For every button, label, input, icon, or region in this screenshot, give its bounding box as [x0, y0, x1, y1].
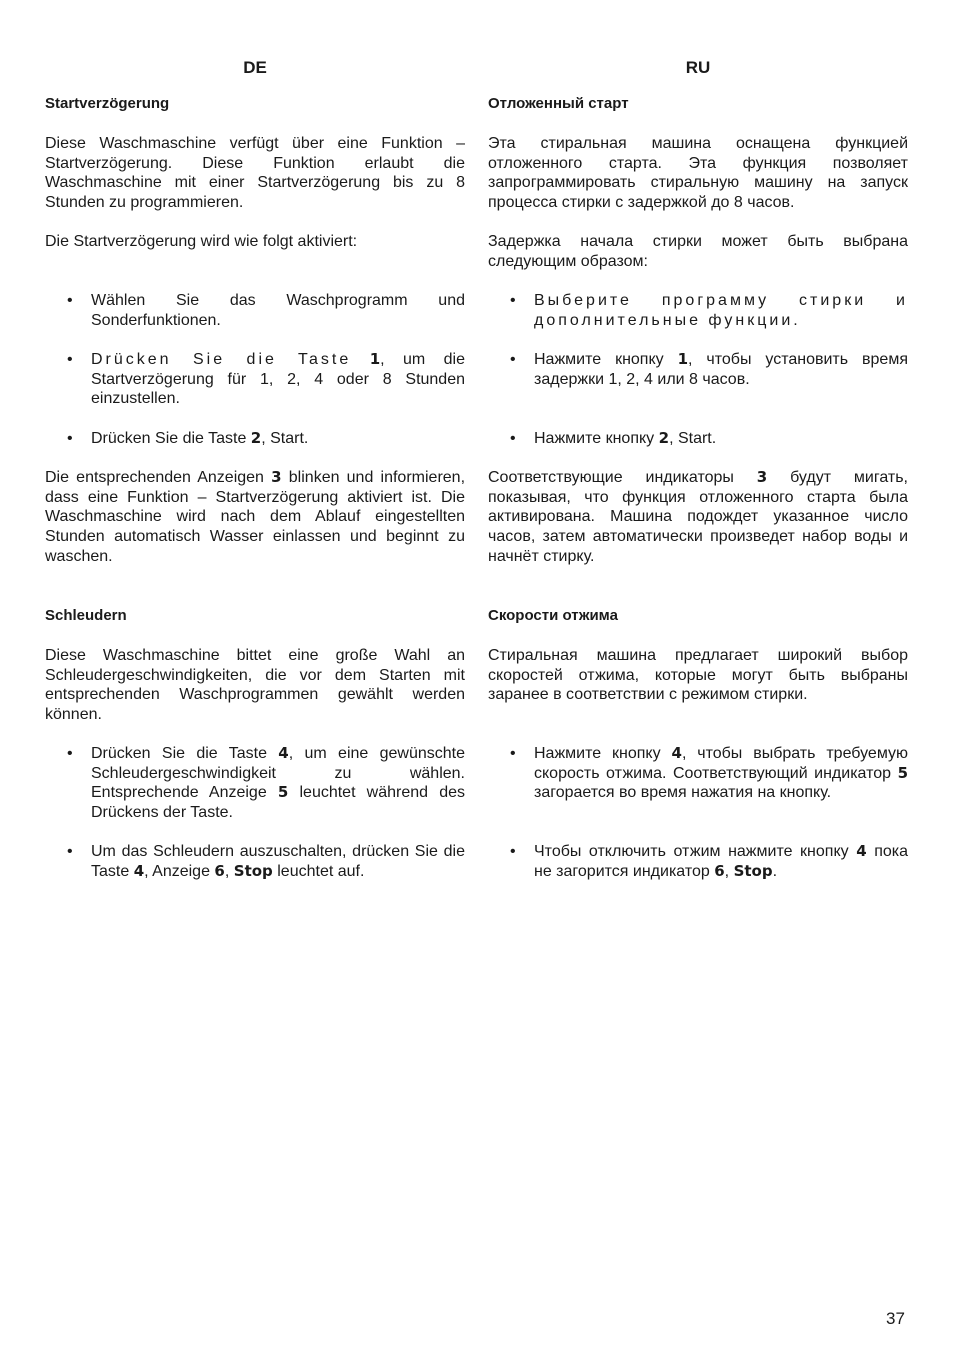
key-number: 4	[671, 744, 682, 762]
list-item-text: Um das Schleudern auszuschalten, drücken Sie die Taste 4, Anzeige 6, Stop leuchtet auf.	[91, 843, 465, 880]
section-title-start-delay: Startverzögerung	[45, 95, 170, 112]
page-number: 37	[886, 1309, 905, 1328]
list-item	[488, 842, 908, 881]
section-title-spin: Скорости отжима	[488, 607, 618, 624]
key-number: 6	[214, 861, 225, 880]
bullet-icon: •	[67, 430, 73, 447]
list-item	[488, 744, 908, 803]
key-number: 1	[369, 350, 381, 368]
list-item-text: Drücken Sie die Taste 4, um eine gewünschte Schleudergeschwindigkeit zu wählen. Entsprechende Anzeige 5 leuchtet während des Drückens der Taste.	[91, 744, 466, 822]
bullet-icon: •	[510, 843, 516, 860]
paragraph-start-delay-intro: Diese Waschmaschine verfügt über eine Funktion – Startverzögerung. Diese Funktion erlaubt die Waschmaschine mit einer Startverzögerung bis zu 8 Stunden zu programmieren.	[45, 135, 465, 212]
paragraph-indicators: Соответствующие индикаторы 3 будут мигать, показывая, что функция отложенного старта была активирована. Машина подождет указанное число часов, затем автоматически произведет набор воды и начнёт стирку.	[488, 468, 908, 565]
bullet-icon: •	[67, 745, 73, 762]
bullet-icon: •	[510, 292, 516, 309]
list-item-text: Wählen Sie das Waschprogramm und Sonderfunktionen.	[91, 292, 465, 329]
key-number: 5	[277, 783, 289, 802]
key-number: 1	[677, 350, 689, 368]
stop-label: Stop	[233, 861, 273, 880]
list-item-text: Нажмите кнопку 4, чтобы выбрать требуемую скорость отжима. Соответствующий индикатор 5 загорается во время нажатия на кнопку.	[534, 744, 908, 802]
language-heading: DE	[243, 58, 267, 77]
key-number: 6	[714, 861, 725, 880]
list-item-text: Drücken Sie die Taste 2, Start.	[91, 429, 309, 447]
paragraph-spin-intro: Стиральная машина предлагает широкий выбор скоростей отжима, которые могут быть выбраны заранее в соответствии с режимом стирки.	[488, 647, 908, 704]
list-item	[45, 291, 465, 330]
paragraph-indicators: Die entsprechenden Anzeigen 3 blinken und informieren, dass eine Funktion – Startverzögerung aktiviert ist. Die Waschmaschine wird nach dem Ablauf eingestellten Stunden automatisch Wasser einlassen und beginnt zu waschen.	[45, 468, 466, 565]
paragraph-start-delay-how: Задержка начала стирки может быть выбрана следующим образом:	[488, 233, 908, 270]
list-item	[45, 429, 465, 449]
list-item	[45, 744, 465, 823]
list-item	[488, 429, 908, 449]
list-item	[488, 291, 908, 330]
list-item-text: Нажмите кнопку 1, чтобы установить время задержки 1, 2, 4 или 8 часов.	[534, 350, 908, 388]
paragraph-start-delay-how: Die Startverzögerung wird wie folgt aktiviert:	[45, 233, 358, 250]
key-number: 4	[133, 861, 145, 880]
paragraph-spin-intro: Diese Waschmaschine bittet eine große Wahl an Schleudergeschwindigkeiten, die vor dem Starten mit entsprechenden Waschprogrammen gewählt werden können.	[45, 647, 465, 724]
paragraph-start-delay-intro: Эта стиральная машина оснащена функцией отложенного старта. Эта функция позволяет запрограммировать стиральную машину на запуск процесса стирки с задержкой до 8 часов.	[488, 135, 908, 212]
key-number: 2	[250, 429, 262, 447]
key-number: 3	[756, 468, 768, 486]
list-item	[45, 350, 465, 409]
key-number: 4	[856, 842, 867, 860]
bullet-icon: •	[510, 351, 516, 368]
language-heading: RU	[685, 58, 711, 77]
bullet-icon: •	[67, 843, 73, 860]
section-title-spin: Schleudern	[45, 607, 127, 624]
list-item	[45, 842, 465, 881]
key-number: 2	[658, 429, 670, 447]
bullet-icon: •	[510, 430, 516, 447]
list-item-text: Чтобы отключить отжим нажмите кнопку 4 пока не загорится индикатор 6, Stop.	[534, 842, 908, 880]
list-item-text: Drücken Sie die Taste 1, um die Startverzögerung für 1, 2, 4 oder 8 Stunden einzustellen.	[91, 350, 465, 408]
key-number: 3	[271, 468, 282, 486]
stop-label: Stop	[733, 861, 773, 880]
section-title-start-delay: Отложенный старт	[488, 95, 629, 112]
bullet-icon: •	[67, 351, 73, 368]
bullet-icon: •	[510, 745, 516, 762]
list-item	[488, 350, 908, 389]
list-item-text: Нажмите кнопку 2, Start.	[534, 429, 717, 447]
key-number: 5	[897, 763, 908, 782]
bullet-icon: •	[67, 292, 73, 309]
list-item-text: Выберите программу стирки и дополнительные функции.	[534, 292, 908, 329]
key-number: 4	[278, 744, 289, 762]
